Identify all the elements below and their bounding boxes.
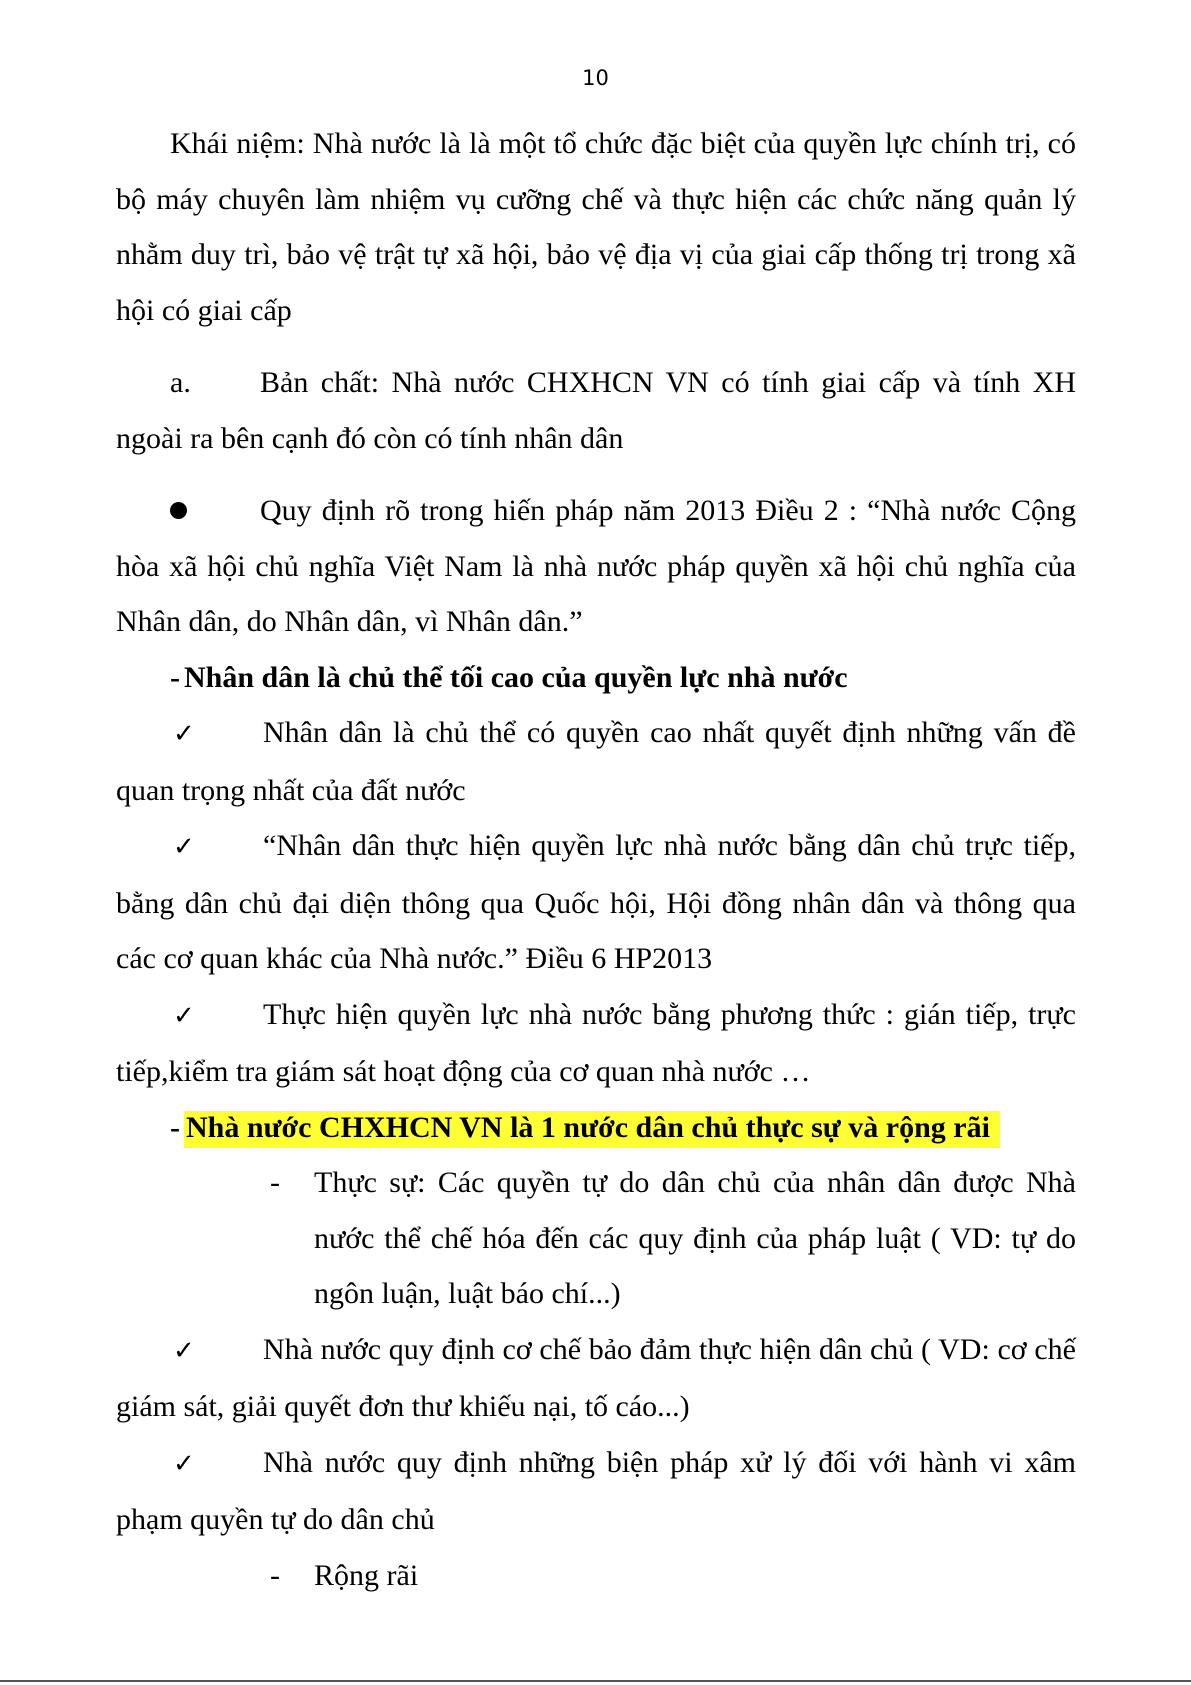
- nature-paragraph: [116, 355, 1076, 466]
- check-item-1: [116, 705, 1076, 818]
- heading-dash: -: [170, 1110, 180, 1144]
- check-item-text: Nhà nước quy định cơ chế bảo đảm thực hiện dân chủ ( VD: cơ chế giám sát, giải quyết đơn thư khiếu nại, tố cáo...): [116, 1332, 1076, 1423]
- page-number: 10: [582, 66, 609, 90]
- check-item-2: [116, 818, 1076, 987]
- checkmark-icon: ✓: [173, 1448, 195, 1479]
- sub-item-broad: [116, 1548, 1076, 1604]
- checkmark-icon: ✓: [173, 719, 195, 749]
- heading-people-supreme: [116, 650, 1076, 706]
- check-item-text: “Nhân dân thực hiện quyền lực nhà nước bằng dân chủ trực tiếp, bằng dân chủ đại diện thông qua Quốc hội, Hội đồng nhân dân và thông qua các cơ quan khác của Nhà nước.” Điều 6 HP2013: [116, 829, 1076, 975]
- checkmark-icon: ✓: [173, 1000, 195, 1031]
- check-item-text: Nhà nước quy định những biện pháp xử lý đối với hành vi xâm phạm quyền tự do dân chủ: [116, 1445, 1076, 1536]
- bullet-dot-icon: [170, 483, 260, 539]
- page-bottom-edge: [0, 1680, 1191, 1682]
- constitution-paragraph: [116, 483, 1076, 650]
- heading-democratic-state: [116, 1100, 1076, 1156]
- heading-dash: -: [170, 660, 180, 694]
- check-item-3: [116, 987, 1076, 1100]
- checkmark-icon: ✓: [173, 1335, 195, 1366]
- constitution-text: Quy định rõ trong hiến pháp năm 2013 Điều 2 : “Nhà nước Cộng hòa xã hội chủ nghĩa Việt Nam là nhà nước pháp quyền xã hội chủ nghĩa của Nhân dân, do Nhân dân, vì Nhân dân.”: [116, 494, 1076, 638]
- sub-item-dash: -: [270, 1558, 280, 1592]
- concept-paragraph: Khái niệm: Nhà nước là là một tổ chức đặc biệt của quyền lực chính trị, có bộ máy chuyên làm nhiệm vụ cưỡng chế và thực hiện các chức năng quản lý nhằm duy trì, bảo vệ trật tự xã hội, bảo vệ địa vị của giai cấp thống trị trong xã hội có giai cấp: [116, 127, 1076, 327]
- sub-item-text: Thực sự: Các quyền tự do dân chủ của nhân dân được Nhà nước thể chế hóa đến các quy định của pháp luật ( VD: tự do ngôn luận, luật báo chí...): [314, 1166, 1076, 1310]
- nature-text: Bản chất: Nhà nước CHXHCN VN có tính giai cấp và tính XH ngoài ra bên cạnh đó còn có tính nhân dân: [116, 366, 1076, 455]
- check-item-4: [116, 1322, 1076, 1435]
- highlighted-heading-text: Nhà nước CHXHCN VN là 1 nước dân chủ thực sự và rộng rãi: [184, 1111, 1000, 1146]
- sub-item-text: Rộng rãi: [314, 1558, 419, 1592]
- check-item-5: [116, 1435, 1076, 1548]
- sub-item-real: [116, 1155, 1076, 1322]
- sub-item-dash: -: [270, 1166, 280, 1199]
- heading-text: Nhân dân là chủ thể tối cao của quyền lực nhà nước: [184, 660, 848, 694]
- check-item-text: Nhân dân là chủ thể có quyền cao nhất quyết định những vấn đề quan trọng nhất của đất nước: [116, 716, 1076, 807]
- checkmark-icon: ✓: [173, 832, 195, 862]
- list-marker-a: a.: [170, 366, 191, 399]
- document-body: [116, 116, 1076, 1603]
- check-item-text: Thực hiện quyền lực nhà nước bằng phương thức : gián tiếp, trực tiếp,kiểm tra giám sát hoạt động của cơ quan nhà nước …: [116, 997, 1076, 1088]
